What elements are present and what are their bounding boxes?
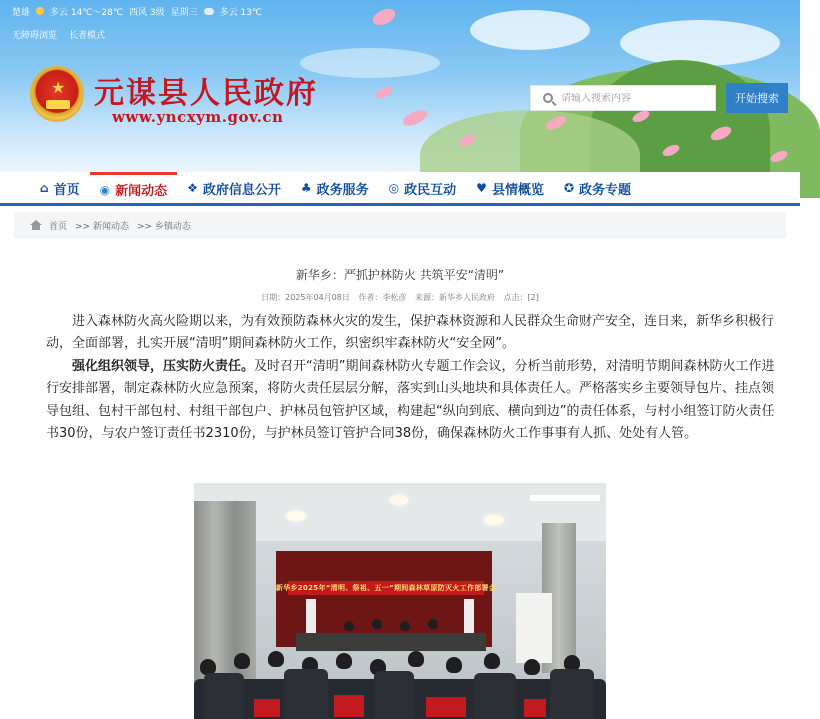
- article-date: 日期：2025年04月08日: [261, 293, 350, 302]
- meeting-photo: [194, 483, 606, 717]
- paragraph-heading: 强化组织领导，压实防火责任。: [72, 358, 255, 374]
- site-url: www.yncxym.gov.cn: [112, 108, 284, 126]
- nav-label: 政务专题: [579, 182, 632, 198]
- nav-item-overview[interactable]: [466, 172, 554, 204]
- wind-label: 西风 3级: [129, 7, 165, 18]
- home-icon: ⌂: [40, 181, 49, 195]
- city-label: 楚雄: [12, 7, 31, 18]
- nav-label: 政民互动: [404, 182, 457, 198]
- nav-item-topics[interactable]: [554, 172, 641, 204]
- nav-item-interaction[interactable]: [379, 172, 467, 204]
- star-icon: ✪: [563, 181, 575, 195]
- heart-icon: ♥: [476, 181, 487, 195]
- sunny-icon: [36, 7, 44, 15]
- search-icon: [543, 93, 553, 103]
- service-icon: ♣: [300, 181, 312, 195]
- paragraph-text: 及时召开“清明”期间森林防火专题工作会议，分析当前形势，对清明节期间森林防火工作进行安排部署，制定森林防火应急预案，将防火责任层层分解，落实到山头地块和具体责任人。严格落实乡主要领导包片、挂点领导包组、包村干部包村、村组干部包户、护林员包管护区域，构建起“纵向到底、横向到边”的责任体系，与村小组签订防火责任书30份，与农户签订责任书2310份，与护林员签订管护合同38份，确保森林防火工作事事有人抓、处处有人管。: [46, 358, 775, 442]
- eye-icon: ◎: [388, 181, 400, 195]
- meeting-banner: 新华乡2025年“清明、祭祖、五一”期间森林草原防灭火工作部署会: [288, 581, 484, 595]
- search-box: [530, 85, 716, 111]
- nav-label: 政府信息公开: [202, 182, 281, 198]
- search-button[interactable]: 开始搜索: [726, 83, 788, 113]
- breadcrumb-township[interactable]: >> 乡镇动态: [136, 221, 191, 232]
- nav-item-gov-info[interactable]: [177, 172, 291, 204]
- article-paragraph: [46, 356, 776, 446]
- weather-bar: [12, 4, 262, 18]
- barrier-free-link[interactable]: 无障碍浏览: [12, 31, 58, 41]
- article-meta: [0, 292, 800, 303]
- weekday-label: 星期三: [170, 7, 198, 18]
- nav-item-news[interactable]: [90, 172, 178, 204]
- info-icon: ❖: [187, 181, 198, 195]
- weather-next: 多云 13℃: [219, 7, 263, 18]
- news-icon: ◉: [99, 182, 111, 197]
- nav-label: 新闻动态: [115, 184, 168, 199]
- elder-mode-link[interactable]: 长者模式: [69, 31, 106, 41]
- breadcrumb-news[interactable]: >> 新闻动态: [75, 221, 129, 232]
- nav-label: 首页: [53, 182, 80, 198]
- nav-item-home[interactable]: [30, 172, 90, 204]
- header-banner: [0, 0, 800, 172]
- nav-item-service[interactable]: [291, 172, 379, 204]
- national-emblem-icon: ★: [30, 66, 84, 122]
- breadcrumb-home[interactable]: 首页: [49, 221, 68, 232]
- article-source: 来源：新华乡人民政府: [414, 293, 495, 302]
- article-body: [46, 311, 776, 445]
- search-input[interactable]: [561, 93, 711, 104]
- cloudy-icon: [204, 8, 214, 15]
- nav-label: 政务服务: [316, 182, 369, 198]
- article-clicks: 点击：[2]: [503, 293, 539, 302]
- accessibility-links: [12, 28, 105, 41]
- nav-label: 县情概览: [491, 182, 544, 198]
- article-title: 新华乡：严抓护林防火 共筑平安“清明”: [295, 268, 505, 282]
- main-nav: [0, 172, 800, 204]
- breadcrumb: [14, 212, 786, 238]
- nav-divider: [0, 203, 800, 206]
- article-paragraph: 进入森林防火高火险期以来，为有效预防森林火灾的发生，保护森林资源和人民群众生命财产安全，连日来，新华乡积极行动，全面部署，扎实开展“清明”期间森林防火工作，织密织牢森林防火“安全网”。: [46, 314, 775, 352]
- site-title[interactable]: 元谋县人民政府: [94, 76, 318, 111]
- weather-today: 多云 14℃～28℃: [50, 7, 123, 18]
- article-author: 作者：李松彦: [358, 293, 407, 302]
- home-icon: [30, 220, 41, 230]
